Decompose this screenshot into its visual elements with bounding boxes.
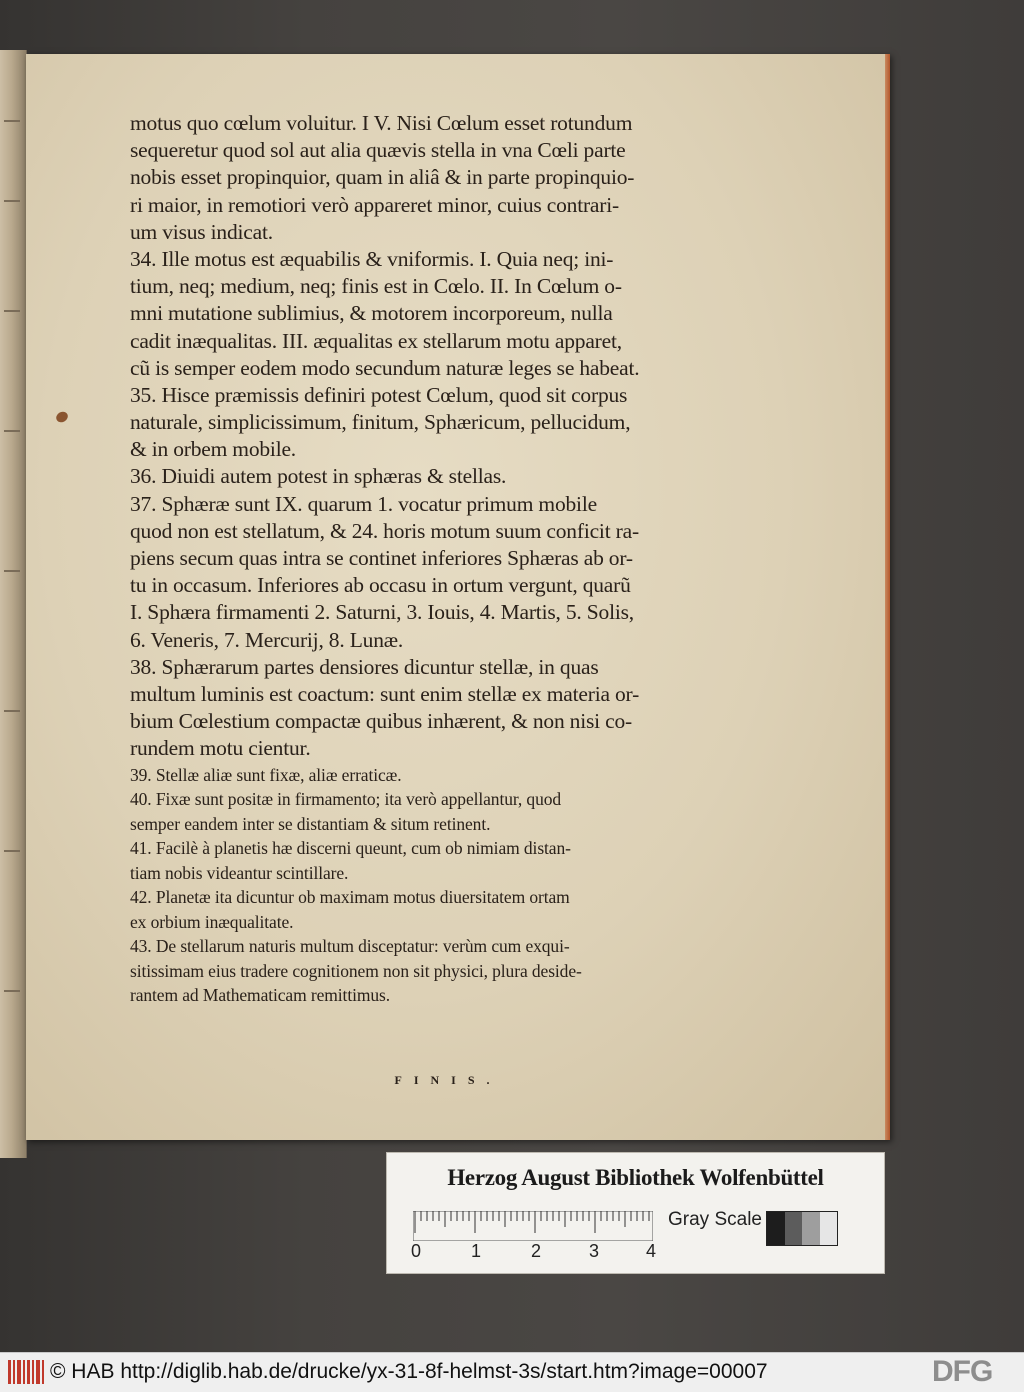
text-line-small: 40. Fixæ sunt positæ in firmamento; ita verò appellantur, quod bbox=[130, 789, 562, 809]
ruler-number: 4 bbox=[646, 1241, 657, 1261]
library-name: Herzog August Bibliothek Wolfenbüttel bbox=[447, 1165, 824, 1190]
text-line-small: 42. Planetæ ita dicuntur ob maximam motus diuersitatem ortam bbox=[130, 887, 570, 907]
barcode-icon bbox=[8, 1358, 46, 1386]
text-line: bium Cœlestium compactæ quibus inhærent, & non nisi co- bbox=[130, 709, 632, 734]
text-line: 38. Sphærarum partes densiores dicuntur stellæ, in quas bbox=[130, 654, 599, 679]
text-line: um visus indicat. bbox=[130, 219, 273, 244]
previous-page-edge bbox=[0, 50, 27, 1158]
text-line-small: 39. Stellæ aliæ sunt fixæ, aliæ erraticæ. bbox=[130, 764, 402, 785]
text-line: sequeretur quod sol aut alia quævis stella in vna Cœli parte bbox=[130, 138, 626, 163]
text-line-small: ex orbium inæqualitate. bbox=[130, 911, 294, 932]
gray-swatch bbox=[785, 1212, 803, 1245]
ruler-scale bbox=[413, 1211, 653, 1241]
text-line: naturale, simplicissimum, finitum, Sphæricum, pellucidum, bbox=[130, 410, 631, 435]
text-line-small: sitissimam eius tradere cognitionem non sit physici, plura deside- bbox=[130, 960, 582, 981]
text-line: multum luminis est coactum: sunt enim stellæ ex materia or- bbox=[130, 681, 640, 706]
text-line: I. Sphæra firmamenti 2. Saturni, 3. Iouis, 4. Martis, 5. Solis, bbox=[130, 600, 634, 625]
page-text bbox=[130, 110, 766, 1087]
text-line: 37. Sphæræ sunt IX. quarum 1. vocatur primum mobile bbox=[130, 491, 597, 516]
viewer-footer bbox=[0, 1352, 1024, 1392]
gray-swatch bbox=[767, 1212, 785, 1245]
text-line: tu in occasum. Inferiores ab occasu in ortum vergunt, quarũ bbox=[130, 573, 631, 598]
ruler-number: 1 bbox=[471, 1241, 482, 1261]
ruler-number: 0 bbox=[411, 1241, 422, 1261]
text-line: cũ is semper eodem modo secundum naturæ leges se habeat. bbox=[130, 355, 640, 380]
text-line: 36. Diuidi autem potest in sphæras & stellas. bbox=[130, 464, 507, 489]
gray-swatch bbox=[820, 1212, 838, 1245]
text-line: tium, neq; medium, neq; finis est in Cœlo. II. In Cœlum o- bbox=[130, 274, 622, 299]
copyright-url[interactable]: © HAB http://diglib.hab.de/drucke/yx-31-8f-helmst-3s/start.htm?image=00007 bbox=[50, 1360, 768, 1383]
text-line-small: 41. Facilè à planetis hæ discerni queunt, cum ob nimiam distan- bbox=[130, 838, 571, 858]
text-line: 34. Ille motus est æquabilis & vniformis. I. Quia neq; ini- bbox=[130, 246, 614, 271]
finis-mark: FINIS. bbox=[394, 1073, 502, 1087]
text-line-small: 43. De stellarum naturis multum disceptatur: verùm cum exqui- bbox=[130, 936, 570, 956]
library-label-card bbox=[386, 1152, 885, 1274]
text-line: rundem motu cientur. bbox=[130, 736, 311, 761]
text-line: 6. Veneris, 7. Mercurij, 8. Lunæ. bbox=[130, 627, 404, 652]
text-line-small: tiam nobis videantur scintillare. bbox=[130, 862, 349, 883]
text-line-small: rantem ad Mathematicam remittimus. bbox=[130, 985, 390, 1005]
gray-swatch bbox=[802, 1212, 820, 1245]
ruler-ticks bbox=[413, 1211, 653, 1241]
text-line: & in orbem mobile. bbox=[130, 437, 296, 462]
text-line: cadit inæqualitas. III. æqualitas ex stellarum motu apparet, bbox=[130, 328, 622, 353]
text-line-small: semper eandem inter se distantiam & situm retinent. bbox=[130, 813, 491, 834]
text-line: mni mutatione sublimius, & motorem incorporeum, nulla bbox=[130, 301, 613, 326]
text-line: ri maior, in remotiori verò appareret minor, cuius contrari- bbox=[130, 192, 619, 217]
text-line: nobis esset propinquior, quam in aliâ & in parte propinquio- bbox=[130, 165, 635, 190]
text-line: piens secum quas intra se continet inferiores Sphæras ab or- bbox=[130, 546, 633, 570]
book-page bbox=[26, 54, 890, 1140]
dfg-logo: DFG bbox=[932, 1355, 993, 1388]
ruler-number: 2 bbox=[531, 1241, 542, 1261]
gray-scale-label: Gray Scale bbox=[668, 1209, 762, 1230]
text-line: quod non est stellatum, & 24. horis motum suum conficit ra- bbox=[130, 518, 639, 543]
gray-scale-swatches bbox=[766, 1211, 838, 1246]
ruler-number: 3 bbox=[589, 1241, 600, 1261]
text-line: motus quo cœlum voluitur. I V. Nisi Cœlum esset rotundum bbox=[130, 111, 633, 135]
text-line: 35. Hisce præmissis definiri potest Cœlum, quod sit corpus bbox=[130, 382, 628, 407]
ink-stain bbox=[54, 410, 69, 425]
